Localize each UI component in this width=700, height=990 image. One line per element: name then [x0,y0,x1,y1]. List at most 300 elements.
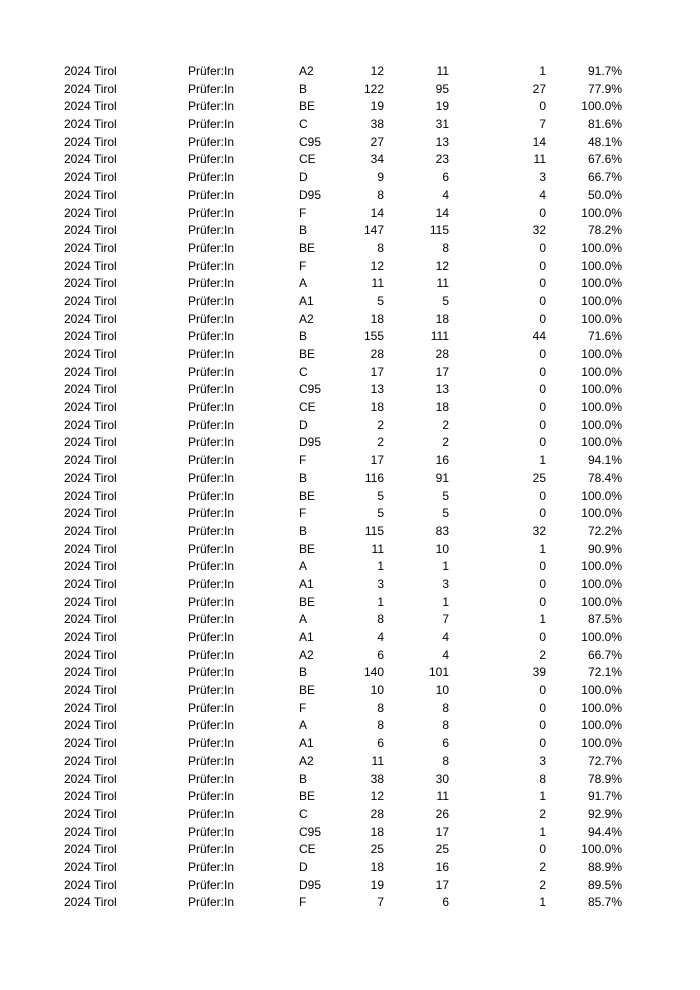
cell-license-class: F [299,205,307,220]
cell-year-region: 2024 Tirol [64,506,117,521]
cell-pass-rate: 100.0% [581,736,622,751]
cell-pass-rate: 90.9% [587,541,622,556]
cell-pass-rate: 100.0% [581,718,622,733]
cell-examiner: Prüfer:In [188,347,235,361]
cell-passed: 16 [435,859,449,874]
cell-pass-rate: 100.0% [581,276,622,291]
cell-passed: 101 [428,665,449,680]
cell-year-region: 2024 Tirol [64,594,117,609]
cell-failed: 0 [539,683,546,698]
cell-examiner: Prüfer:In [188,824,235,839]
cell-year-region: 2024 Tirol [64,347,117,361]
cell-license-class: C [299,806,308,821]
cell-total: 8 [377,718,384,733]
cell-total: 11 [371,753,384,768]
cell-license-class: A1 [299,630,314,644]
cell-year-region: 2024 Tirol [64,736,117,751]
cell-total: 17 [370,364,384,379]
cell-examiner: Prüfer:In [188,152,235,167]
cell-failed: 1 [539,453,546,468]
table-row [64,629,622,647]
table-row [64,311,622,329]
cell-year-region: 2024 Tirol [64,665,117,680]
table-row [64,682,622,700]
table-row [64,381,622,399]
cell-passed: 95 [435,81,449,96]
cell-failed: 0 [539,417,546,432]
cell-passed: 1 [442,559,449,574]
cell-total: 147 [363,223,384,238]
cell-total: 18 [370,859,384,874]
cell-failed: 14 [532,134,546,149]
cell-total: 115 [364,523,384,538]
cell-license-class: A2 [299,647,314,662]
cell-failed: 0 [539,311,546,326]
cell-examiner: Prüfer:In [188,364,235,379]
cell-passed: 23 [435,152,449,167]
cell-examiner: Prüfer:In [188,435,235,450]
cell-examiner: Prüfer:In [188,700,235,715]
table-row [64,134,622,152]
cell-passed: 17 [435,877,449,892]
cell-year-region: 2024 Tirol [64,435,117,450]
table-row [64,116,622,134]
cell-license-class: A [299,612,308,627]
cell-year-region: 2024 Tirol [64,718,117,733]
cell-total: 19 [370,99,384,114]
cell-total: 5 [377,293,384,308]
cell-pass-rate: 66.7% [587,647,622,662]
cell-failed: 2 [539,806,546,821]
cell-year-region: 2024 Tirol [64,170,117,185]
cell-failed: 0 [539,718,546,733]
cell-pass-rate: 48.1% [587,134,622,149]
cell-total: 140 [363,665,384,680]
cell-year-region: 2024 Tirol [64,329,117,344]
cell-total: 9 [377,170,384,185]
cell-total: 1 [377,559,384,574]
cell-license-class: D [299,417,308,432]
cell-year-region: 2024 Tirol [64,700,117,715]
cell-pass-rate: 100.0% [581,576,622,591]
cell-pass-rate: 78.4% [587,470,622,485]
cell-examiner: Prüfer:In [188,683,235,698]
cell-license-class: F [299,258,307,273]
cell-year-region: 2024 Tirol [64,81,117,96]
cell-total: 116 [364,470,384,485]
cell-examiner: Prüfer:In [188,311,235,326]
cell-failed: 0 [539,700,546,715]
cell-passed: 2 [442,417,449,432]
table-row [64,205,622,223]
cell-examiner: Prüfer:In [188,276,235,291]
cell-year-region: 2024 Tirol [64,895,117,910]
table-row [64,187,622,205]
cell-pass-rate: 94.1% [587,453,622,468]
cell-pass-rate: 100.0% [581,559,622,574]
cell-failed: 0 [539,400,546,415]
cell-total: 11 [371,276,384,291]
cell-total: 10 [370,683,384,698]
cell-pass-rate: 100.0% [581,347,622,361]
table-row [64,275,622,293]
cell-year-region: 2024 Tirol [64,64,117,78]
cell-pass-rate: 100.0% [581,630,622,644]
cell-license-class: A1 [299,293,314,308]
cell-passed: 28 [435,347,449,361]
cell-examiner: Prüfer:In [188,258,235,273]
cell-pass-rate: 88.9% [587,859,622,874]
cell-failed: 3 [539,170,546,185]
cell-pass-rate: 100.0% [581,311,622,326]
cell-license-class: A1 [299,736,314,751]
cell-total: 2 [377,435,384,450]
table-row [64,664,622,682]
cell-total: 8 [377,187,384,202]
cell-license-class: A2 [299,753,314,768]
cell-license-class: C [299,364,308,379]
cell-pass-rate: 100.0% [581,293,622,308]
table-body [64,63,622,912]
table-row [64,824,622,842]
cell-year-region: 2024 Tirol [64,806,117,821]
cell-total: 19 [370,877,384,892]
cell-passed: 12 [435,258,449,273]
cell-license-class: B [299,329,308,344]
cell-total: 28 [370,347,384,361]
cell-failed: 1 [539,612,546,627]
cell-year-region: 2024 Tirol [64,400,117,415]
cell-passed: 31 [435,117,449,132]
cell-examiner: Prüfer:In [188,576,235,591]
cell-total: 8 [377,240,384,255]
table-row [64,222,622,240]
cell-passed: 4 [442,647,449,662]
table-row [64,647,622,665]
cell-passed: 8 [442,700,449,715]
cell-pass-rate: 100.0% [581,488,622,503]
cell-license-class: F [299,506,307,521]
cell-license-class: A [299,559,308,574]
cell-year-region: 2024 Tirol [64,205,117,220]
cell-failed: 1 [539,824,546,839]
cell-pass-rate: 92.9% [587,806,622,821]
cell-license-class: BE [299,488,316,503]
table-row [64,434,622,452]
cell-license-class: C [299,117,308,132]
cell-pass-rate: 100.0% [581,205,622,220]
cell-license-class: BE [299,594,316,609]
cell-total: 2 [377,417,384,432]
cell-license-class: B [299,771,308,786]
cell-year-region: 2024 Tirol [64,470,117,485]
cell-pass-rate: 100.0% [581,382,622,397]
cell-failed: 0 [539,842,546,857]
cell-year-region: 2024 Tirol [64,311,117,326]
cell-pass-rate: 71.6% [587,329,622,344]
cell-year-region: 2024 Tirol [64,771,117,786]
cell-failed: 25 [532,470,546,485]
cell-failed: 32 [532,223,546,238]
cell-examiner: Prüfer:In [188,117,235,132]
cell-examiner: Prüfer:In [188,806,235,821]
cell-year-region: 2024 Tirol [64,134,117,149]
cell-failed: 0 [539,240,546,255]
cell-failed: 27 [532,81,546,96]
table-row [64,470,622,488]
cell-passed: 8 [442,753,449,768]
cell-year-region: 2024 Tirol [64,647,117,662]
table-row [64,788,622,806]
cell-examiner: Prüfer:In [188,789,235,804]
cell-pass-rate: 89.5% [587,877,622,892]
cell-pass-rate: 100.0% [581,364,622,379]
cell-examiner: Prüfer:In [188,753,235,768]
cell-examiner: Prüfer:In [188,488,235,503]
cell-failed: 0 [539,435,546,450]
table-row [64,735,622,753]
cell-year-region: 2024 Tirol [64,683,117,698]
cell-total: 25 [370,842,384,857]
table-row [64,806,622,824]
cell-total: 18 [370,311,384,326]
cell-examiner: Prüfer:In [188,400,235,415]
cell-license-class: BE [299,789,316,804]
data-table [64,63,622,912]
cell-license-class: CE [299,842,316,857]
cell-pass-rate: 94.4% [587,824,622,839]
cell-total: 6 [377,736,384,751]
cell-pass-rate: 72.1% [587,665,622,680]
cell-examiner: Prüfer:In [188,99,235,114]
cell-year-region: 2024 Tirol [64,223,117,238]
cell-passed: 83 [435,523,449,538]
cell-passed: 4 [442,187,449,202]
table-row [64,240,622,258]
table-row [64,717,622,735]
table-row [64,169,622,187]
cell-total: 17 [370,453,384,468]
cell-pass-rate: 100.0% [581,435,622,450]
cell-total: 1 [377,594,384,609]
cell-failed: 0 [539,276,546,291]
cell-passed: 19 [435,99,449,114]
cell-examiner: Prüfer:In [188,417,235,432]
cell-pass-rate: 100.0% [581,240,622,255]
cell-passed: 14 [435,205,449,220]
cell-failed: 0 [539,364,546,379]
cell-license-class: F [299,700,307,715]
cell-total: 8 [377,612,384,627]
cell-year-region: 2024 Tirol [64,453,117,468]
table-row [64,541,622,559]
table-row [64,417,622,435]
cell-total: 122 [363,81,384,96]
cell-license-class: BE [299,347,316,361]
table-row [64,81,622,99]
table-row [64,63,622,81]
cell-examiner: Prüfer:In [188,736,235,751]
cell-license-class: A [299,718,308,733]
cell-license-class: A2 [299,311,314,326]
cell-license-class: A2 [299,64,314,78]
cell-total: 3 [377,576,384,591]
table-row [64,488,622,506]
cell-total: 13 [370,382,384,397]
cell-year-region: 2024 Tirol [64,99,117,114]
cell-pass-rate: 100.0% [581,842,622,857]
cell-total: 18 [370,400,384,415]
cell-passed: 18 [435,311,449,326]
cell-examiner: Prüfer:In [188,541,235,556]
cell-passed: 30 [435,771,449,786]
cell-total: 6 [377,647,384,662]
cell-pass-rate: 72.7% [587,753,622,768]
cell-examiner: Prüfer:In [188,187,235,202]
cell-passed: 11 [436,64,449,78]
cell-year-region: 2024 Tirol [64,258,117,273]
cell-year-region: 2024 Tirol [64,523,117,538]
cell-failed: 3 [539,753,546,768]
cell-year-region: 2024 Tirol [64,541,117,556]
cell-license-class: B [299,81,308,96]
cell-total: 18 [370,824,384,839]
cell-passed: 115 [429,223,449,238]
cell-pass-rate: 78.2% [587,223,622,238]
cell-failed: 2 [539,647,546,662]
cell-failed: 2 [539,877,546,892]
table-row [64,594,622,612]
cell-total: 11 [371,541,384,556]
table-row [64,258,622,276]
cell-year-region: 2024 Tirol [64,612,117,627]
cell-passed: 6 [442,736,449,751]
cell-license-class: CE [299,400,316,415]
cell-passed: 5 [442,488,449,503]
cell-passed: 3 [442,576,449,591]
cell-failed: 0 [539,99,546,114]
cell-failed: 0 [539,594,546,609]
table-row [64,293,622,311]
cell-failed: 4 [539,187,546,202]
cell-pass-rate: 78.9% [587,771,622,786]
cell-passed: 17 [435,824,449,839]
cell-pass-rate: 77.9% [587,81,622,96]
cell-failed: 0 [539,382,546,397]
cell-pass-rate: 100.0% [581,700,622,715]
cell-pass-rate: 100.0% [581,400,622,415]
cell-pass-rate: 100.0% [581,506,622,521]
cell-examiner: Prüfer:In [188,559,235,574]
cell-total: 12 [370,64,384,78]
cell-failed: 0 [539,736,546,751]
cell-pass-rate: 100.0% [581,417,622,432]
table-row [64,98,622,116]
table-row [64,859,622,877]
cell-failed: 0 [539,347,546,361]
cell-year-region: 2024 Tirol [64,576,117,591]
cell-license-class: B [299,665,308,680]
cell-passed: 10 [435,683,449,698]
cell-pass-rate: 67.6% [587,152,622,167]
cell-failed: 8 [539,771,546,786]
cell-examiner: Prüfer:In [188,859,235,874]
cell-year-region: 2024 Tirol [64,859,117,874]
cell-license-class: C95 [299,824,322,839]
cell-passed: 2 [442,435,449,450]
table-row [64,841,622,859]
cell-examiner: Prüfer:In [188,240,235,255]
cell-pass-rate: 72.2% [587,523,622,538]
cell-examiner: Prüfer:In [188,647,235,662]
cell-failed: 0 [539,559,546,574]
cell-examiner: Prüfer:In [188,382,235,397]
cell-pass-rate: 50.0% [587,187,622,202]
cell-year-region: 2024 Tirol [64,753,117,768]
table-row [64,576,622,594]
cell-license-class: D [299,170,308,185]
table-row [64,364,622,382]
cell-pass-rate: 100.0% [581,683,622,698]
cell-license-class: BE [299,99,316,114]
cell-failed: 1 [539,789,546,804]
cell-pass-rate: 100.0% [581,258,622,273]
cell-pass-rate: 91.7% [587,64,622,78]
cell-license-class: D95 [299,435,322,450]
cell-passed: 8 [442,240,449,255]
cell-examiner: Prüfer:In [188,453,235,468]
table-row [64,346,622,364]
cell-total: 7 [377,895,384,910]
cell-examiner: Prüfer:In [188,64,235,78]
cell-passed: 17 [435,364,449,379]
cell-pass-rate: 91.7% [587,789,622,804]
table-row [64,753,622,771]
cell-failed: 0 [539,506,546,521]
table-row [64,505,622,523]
cell-year-region: 2024 Tirol [64,117,117,132]
cell-license-class: A1 [299,576,314,591]
cell-failed: 1 [539,895,546,910]
table-row [64,151,622,169]
cell-examiner: Prüfer:In [188,895,235,910]
cell-pass-rate: 81.6% [587,117,622,132]
cell-year-region: 2024 Tirol [64,877,117,892]
cell-passed: 13 [435,382,449,397]
cell-examiner: Prüfer:In [188,470,235,485]
cell-passed: 1 [442,594,449,609]
cell-failed: 32 [532,523,546,538]
table-row [64,558,622,576]
cell-passed: 6 [442,895,449,910]
cell-license-class: B [299,523,308,538]
cell-pass-rate: 87.5% [587,612,622,627]
cell-total: 4 [377,630,384,644]
cell-examiner: Prüfer:In [188,842,235,857]
table-row [64,523,622,541]
cell-year-region: 2024 Tirol [64,364,117,379]
cell-total: 38 [370,117,384,132]
cell-examiner: Prüfer:In [188,612,235,627]
table-row [64,700,622,718]
cell-failed: 1 [539,64,546,78]
cell-license-class: D95 [299,877,322,892]
cell-passed: 7 [442,612,449,627]
cell-passed: 13 [435,134,449,149]
cell-examiner: Prüfer:In [188,630,235,644]
cell-failed: 0 [539,576,546,591]
cell-passed: 25 [435,842,449,857]
